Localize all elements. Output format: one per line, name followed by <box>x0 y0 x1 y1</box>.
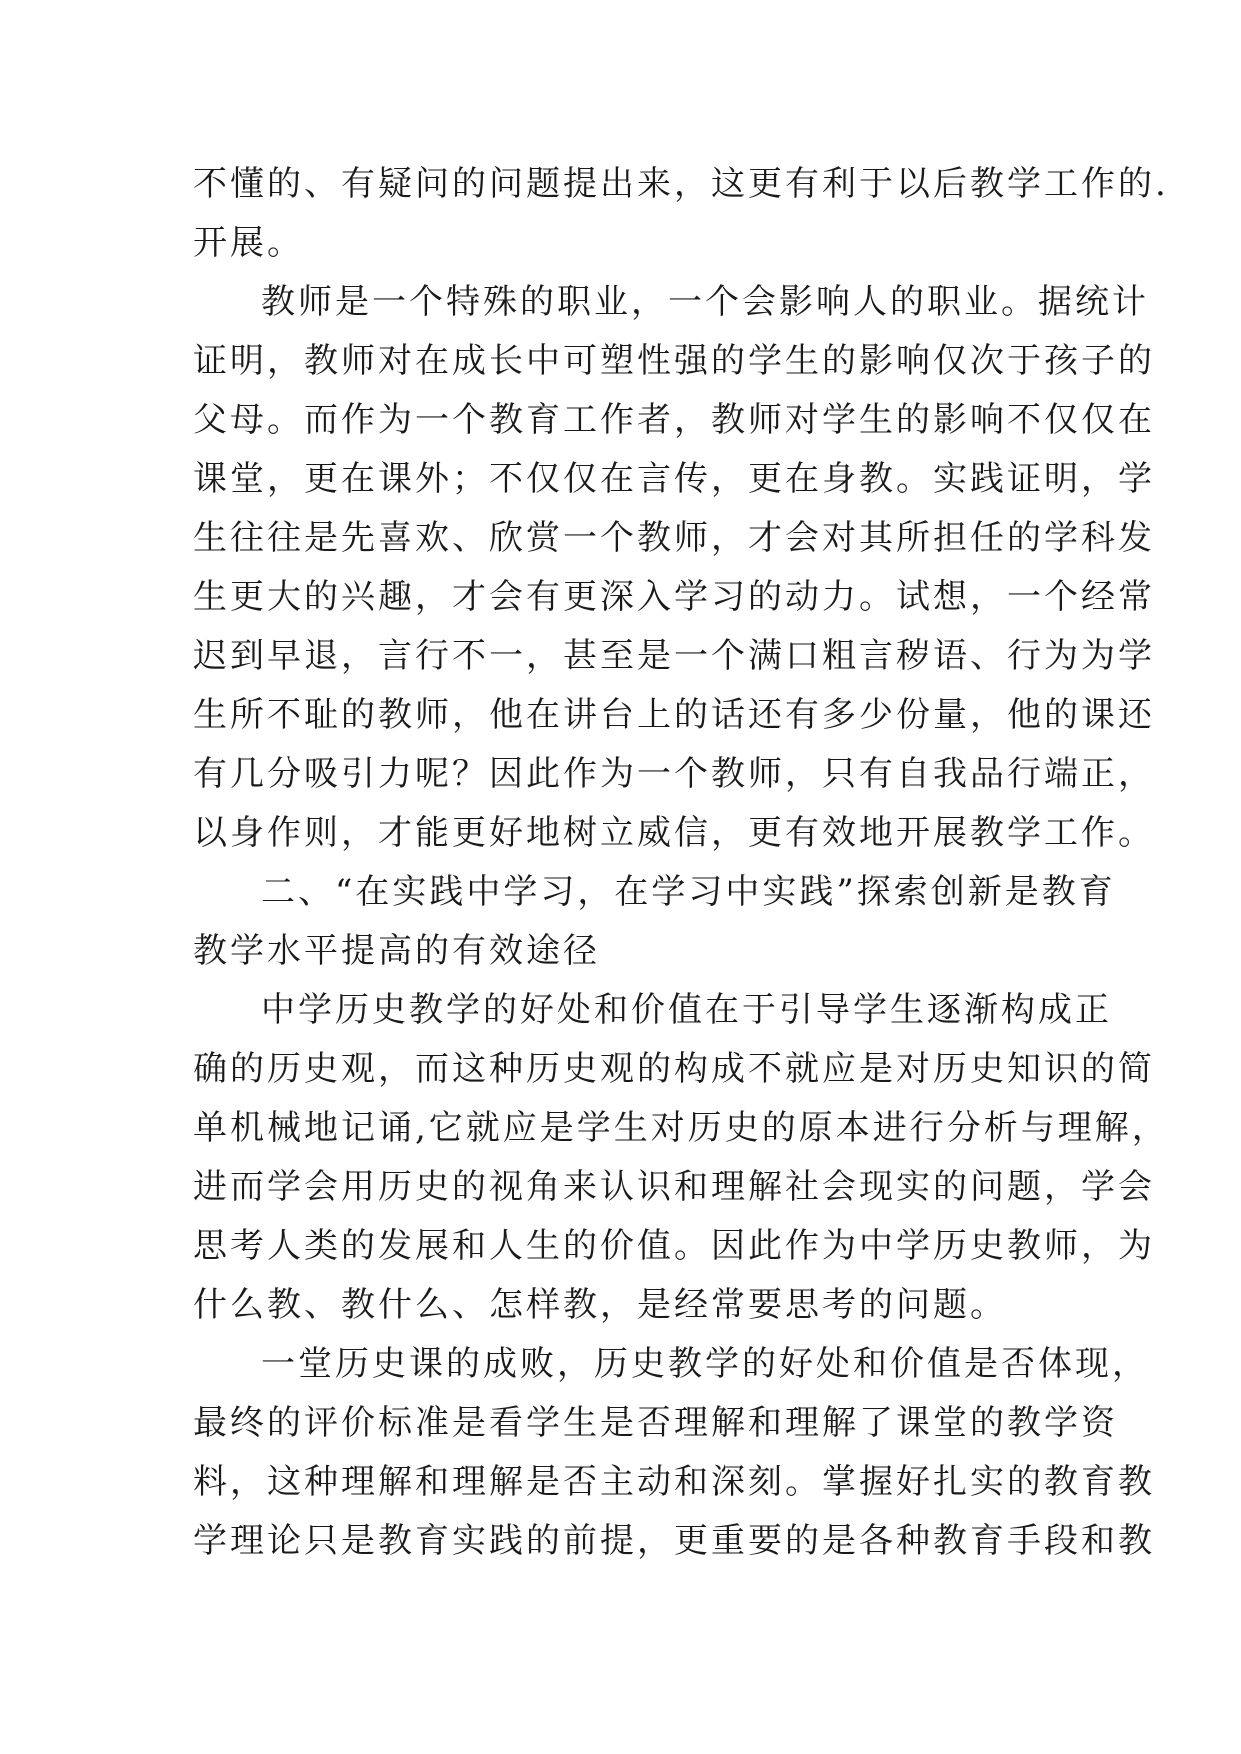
paragraph-start-line: 中学历史教学的好处和价值在于引导学生逐渐构成正 <box>261 990 1112 1030</box>
text-line: 确的历史观，而这种历史观的构成不就应是对历史知识的简 <box>193 1049 1155 1089</box>
text-line: 进而学会用历史的视角来认识和理解社会现实的问题，学会 <box>193 1167 1155 1207</box>
text-line: 证明，教师对在成长中可塑性强的学生的影响仅次于孩子的 <box>193 341 1155 381</box>
text-line: 生往往是先喜欢、欣赏一个教师，才会对其所担任的学科发 <box>193 518 1155 558</box>
paragraph-start-line: 一堂历史课的成败，历史教学的好处和价值是否体现， <box>261 1344 1149 1384</box>
section-heading-line: 教学水平提高的有效途径 <box>193 931 600 971</box>
text-line: 开展。 <box>193 223 304 263</box>
text-line: 生所不耻的教师，他在讲台上的话还有多少份量，他的课还 <box>193 695 1155 735</box>
text-line: 以身作则，才能更好地树立威信，更有效地开展教学工作。 <box>193 813 1155 853</box>
text-line: 生更大的兴趣，才会有更深入学习的动力。试想，一个经常 <box>193 577 1155 617</box>
text-line: 有几分吸引力呢？因此作为一个教师，只有自我品行端正， <box>193 754 1155 794</box>
section-heading-line: 二、“在实践中学习，在学习中实践”探索创新是教育 <box>261 872 1116 912</box>
text-line: 课堂，更在课外；不仅仅在言传，更在身教。实践证明，学 <box>193 459 1155 499</box>
text-line: 最终的评价标准是看学生是否理解和理解了课堂的教学资 <box>193 1403 1118 1443</box>
body-text <box>193 155 1169 1571</box>
text-line: 父母。而作为一个教育工作者，教师对学生的影响不仅仅在 <box>193 400 1155 440</box>
text-line: 不懂的、有疑问的问题提出来，这更有利于以后教学工作的. <box>193 164 1169 204</box>
text-line: 学理论只是教育实践的前提，更重要的是各种教育手段和教 <box>193 1521 1155 1561</box>
text-line: 思考人类的发展和人生的价值。因此作为中学历史教师，为 <box>193 1226 1155 1266</box>
text-line: 迟到早退，言行不一，甚至是一个满口粗言秽语、行为为学 <box>193 636 1155 676</box>
text-line: 什么教、教什么、怎样教，是经常要思考的问题。 <box>193 1285 1007 1325</box>
text-line: 单机械地记诵,它就应是学生对历史的原本进行分析与理解， <box>193 1108 1169 1148</box>
paragraph-start-line: 教师是一个特殊的职业，一个会影响人的职业。据统计 <box>261 282 1149 322</box>
text-line: 料，这种理解和理解是否主动和深刻。掌握好扎实的教育教 <box>193 1462 1155 1502</box>
